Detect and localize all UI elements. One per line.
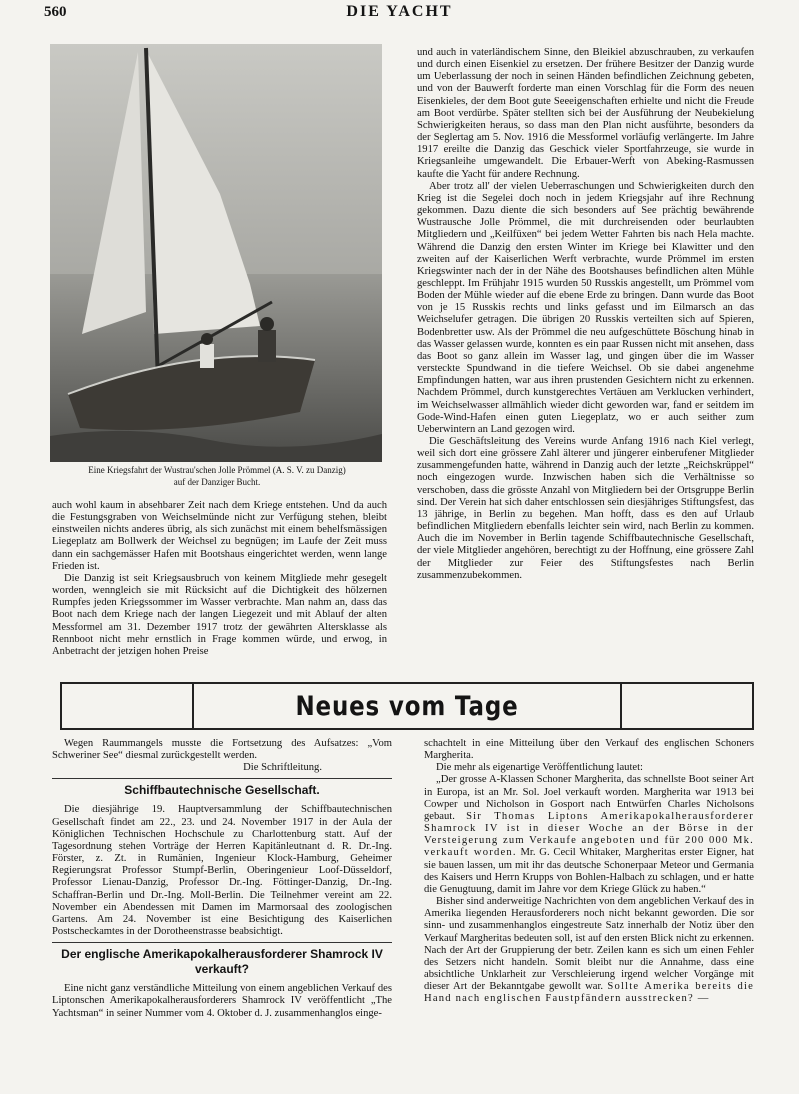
sailboat-image bbox=[50, 44, 382, 462]
sailboat-photo bbox=[50, 44, 382, 462]
paragraph-emphasis: Sollte Amerika bereits die Hand nach englischen Faustpfändern ausstrecken? — bbox=[424, 981, 754, 1005]
paragraph: Die Danzig ist seit Kriegsausbruch von keinem Mitgliede mehr gesegelt worden, wenngleich sie mit Rücksicht auf die Dichtigkeit des hölzernen Rumpfes jeden Kriegssommer im Wasser verbrachte. Man nahm an, dass das Boot nach dem Kriege nach der langen Liegezeit und mit Ablauf der alten Messformel am 31. Dezember 1917 trotz der gewährten Altersklasse als Rennboot nicht mehr ernstlich in Frage kommen würde, und erwog, in Anbetracht der jetzigen hohen Preise bbox=[52, 572, 387, 657]
quote-text: „Der grosse A-Klassen Schoner Margherita, das schnellste Boot seiner Art in Europa, ist an Mr. Sol. Joel verkauft worden. Margherita war 1913 bei Cowper und Nicholson in Gosport nach Entwürfen Charles Nicholsons gebaut. bbox=[424, 774, 754, 822]
column-4 bbox=[424, 738, 754, 1005]
paragraph: schachtelt in eine Mitteilung über den Verkauf des englischen Schoners Margherita. bbox=[424, 738, 754, 762]
article-heading: Der englische Amerikapokalherausforderer Shamrock IV verkauft? bbox=[61, 947, 383, 977]
article-heading: Schiffbautechnische Gesellschaft. bbox=[124, 783, 320, 798]
paragraph: Aber trotz all' der vielen Ueberraschungen und Schwierigkeiten durch den Krieg ist die Segelei doch noch in jedem Kriegsjahr auf ihre Rechnung gekommen. Dazu diente die sich besonders auf See prächtig bewährende Wustrausche Jolle Prömmel, die mit durchreisenden oder beurlaubten Mitgliedern und „Keilfüxen“ bei jedem Wetter Fahrten bis nach Hela machte. Während die Danzig den ersten Winter im Kriege bei Klawitter und den zweiten auf der Kaiserlichen Werft verbrachte, wurde Prömmel im ersten Kriegswinter nach der in der Nähe des Bootshauses befindlichen alten Mühle geschleppt. Im Frühjahr 1915 wurden 50 Russkis angestellt, um Prömmel vom Boden der Mühle wieder auf die ebene Erde zu bringen. Dann wurde das Boot von je 15 Russkis rechts und links gefasst und im Eilmarsch an das Weichselufer getragen. Die übrigen 20 Russkis verteilten sich auf Spieren, Bodenbretter usw. Als der Prömmel die neu aufgeschüttete Böschung hinab in das Wasser gelassen wurde, konnten es ein paar Russen nicht mit ansehen, dass das Boot so ganz allein im Wasser lag, und gingen über die im Wasser versteckte Spundwand in die tiefere Weichsel. Ob sie dabei angenehme Empfindungen hatten, war aus ihren prustenden Gesichtern nicht zu erkennen. Nachdem Prömmel, durch kunstgerechtes Vertäuen am Verklucken verhindert, im Weichselwasser allmählich wieder dicht geworden war, fand er seitdem im Gode-Wind-Hafen einen guten Liegeplatz, wo er auch seither zum Ueberwintern an Land gezogen wird. bbox=[417, 180, 754, 435]
page-number: 560 bbox=[44, 4, 67, 20]
paragraph bbox=[424, 896, 754, 1005]
quote-emphasis: Sir Thomas Liptons Amerikapokalherausforderer Shamrock IV ist in dieser Woche an der Börse in der Versteigerung zum Verkaufe angeboten und für 200 000 Mk. verkauft worden. bbox=[424, 810, 754, 859]
caption-line-1: Eine Kriegsfahrt der Wustrau'schen Jolle Prömmel (A. S. V. zu Danzig) bbox=[88, 465, 346, 475]
paragraph: und auch in vaterländischem Sinne, den Bleikiel abzuschrauben, zu verkaufen und durch einen Eisenkiel zu ersetzen. Der frühere Besitzer der Danzig wurde um Ueberlassung der noch in seinen Händen befindlichen Zeichnung gebeten, und von der Bauwerft forderte man einen Vorschlag für die Form des neuen Eisenkieles, der dem Boot gute Seeeigenschaften erhielte und nicht die Freude am Boot verdürbe. Später stellten sich bei der Ausführung der Neubekielung Schwierigkeiten heraus, so dass man den Plan nicht ausführte, besonders da der Seglertag am 5. Nov. 1916 die Messformel vorläufig verlängerte. Im Jahre 1917 ereilte die Danzig das Geschick vieler Sportfahrzeuge, sie wurde in Kriegsanleihe umgewandelt. Die Erbauer-Werft von Abeking-Rasmussen kaufte die Yacht für andere Rechnung. bbox=[417, 47, 754, 180]
divider bbox=[52, 778, 392, 779]
paragraph: Eine nicht ganz verständliche Mitteilung von einem angeblichen Verkauf des Liptonschen Amerikapokalherausforderers Shamrock IV veröffentlicht „The Yachtsman“ in seiner Nummer vom 4. Oktober d. J. zusammenhanglos einge- bbox=[52, 983, 392, 1019]
divider bbox=[52, 942, 392, 943]
editorial-notice: Wegen Raummangels musste die Fortsetzung des Aufsatzes: „Vom Schweriner See“ diesmal zurückgestellt werden. bbox=[52, 738, 392, 762]
paragraph: Die diesjährige 19. Hauptversammlung der Schiffbautechnischen Gesellschaft findet am 22., 23. und 24. November 1917 in der Aula der Königlichen Technischen Hochschule zu Charlottenburg statt. Auf der Tagesordnung stehen Vorträge der Herren Kapitänleutnant d. R. Dr.-Ing. Förster, z. Zt. in Rumänien, Ingenieur Klock-Hamburg, Geheimer Regierungsrat Professor Stumpf-Berlin, Oberingenieur Loof-Düsseldorf, Professor Lienau-Danzig, Professor Dr.-Ing. Föttinger-Danzig, Dr.-Ing. Schaffran-Berlin und Dr.-Ing. Moll-Berlin. Die Teilnehmer vereint am 22. November ein Abendessen mit Damen im Marmorsaal des zoologischen Gartens. Am 24. November ist eine Besichtigung des Kaiserlichen Postscheckamtes in der Dorotheenstrasse beabsichtigt. bbox=[52, 804, 392, 938]
column-3 bbox=[52, 738, 392, 1020]
column-1 bbox=[52, 500, 387, 658]
paragraph: Die Geschäftsleitung des Vereins wurde Anfang 1916 nach Kiel verlegt, weil sich dort eine grössere Zahl älterer und jüngerer einberufener Mitglieder zusammengefunden hatte, während in Danzig auch der letzte „Reichskrüppel“ noch eingezogen wurde. Inzwischen haben sich die Verhältnisse so verschoben, dass die grösste Anzahl von Mitgliedern bei der Ortsgruppe Berlin sind. Der Verein hat sich daher entschlossen sein diesjähriges Stiftungsfest, das 13 jährige, in Berlin zu begehen. Man hofft, dass es den auf Urlaub befindlichen Mitgliedern ebenfalls leichter sein wird, nach Berlin zu kommen. Auch die im November in Berlin tagende Schiffbautechnische Gesellschaft, der viele Mitglieder angehören, berechtigt zu der Hoffnung, eine grössere Zahl der Mitglieder zur Feier des Stiftungsfestes nach Berlin zusammenzubekommen. bbox=[417, 436, 754, 581]
editorial-signature: Die Schriftleitung. bbox=[243, 762, 322, 774]
section-banner bbox=[60, 682, 754, 730]
paragraph bbox=[424, 774, 754, 896]
photo-caption bbox=[46, 464, 388, 488]
paragraph: Die mehr als eigenartige Veröffentlichung lautet: bbox=[436, 762, 643, 774]
caption-line-2: auf der Danziger Bucht. bbox=[173, 477, 261, 487]
magazine-title: DIE YACHT bbox=[346, 3, 453, 20]
quote-text: Mr. G. Cecil Whitaker, Margheritas erster Eigner, hat sie bauen lassen, um mit ihr das deutsche Schonerpaar Meteor und Germania des Kaisers und Herrn Krupps von Bohlen-Halbach zu schlagen, und er hatte die Genugtuung, damit im Jahre vor dem Kriege Glück zu haben.“ bbox=[424, 847, 755, 895]
column-2 bbox=[417, 47, 754, 582]
paragraph: auch wohl kaum in absehbarer Zeit nach dem Kriege entstehen. Und da auch die Festungsgraben von Weichselmünde nicht zur Verfügung stehen, bleibt einstweilen nichts anderes übrig, als sich zunächst mit einem behelfsmässigen Liegeplatz am Bollwerk der Weichsel zu begnügen; im Laufe der Zeit muss dann ein sachgemässer Hafen mit Bootshaus eingerichtet werden, wenn lange Frieden ist. bbox=[52, 500, 387, 572]
section-title: Neues vom Tage bbox=[295, 691, 519, 722]
paragraph-text: Bisher sind anderweitige Nachrichten von dem angeblichen Verkauf des in Amerika liegenden Herausforderers noch nicht bekannt geworden. Die sor sinn- und zusammenhanglos eingestreute Satz innerhalb der Notiz über den Verkauf Margheritas bedeuten soll, ist auf den ersten Blick nicht zu erkennen. Nach der Art der Gruppierung der betr. Zeilen kann es sich um einen Fehler des Setzers nicht handeln. Somit bleibt nur die Annahme, dass eine absichtliche Unklarheit zur Verschleierung irgend welcher Vorgänge mit dieser Art der Bekanntgabe gewollt war. bbox=[424, 896, 754, 993]
